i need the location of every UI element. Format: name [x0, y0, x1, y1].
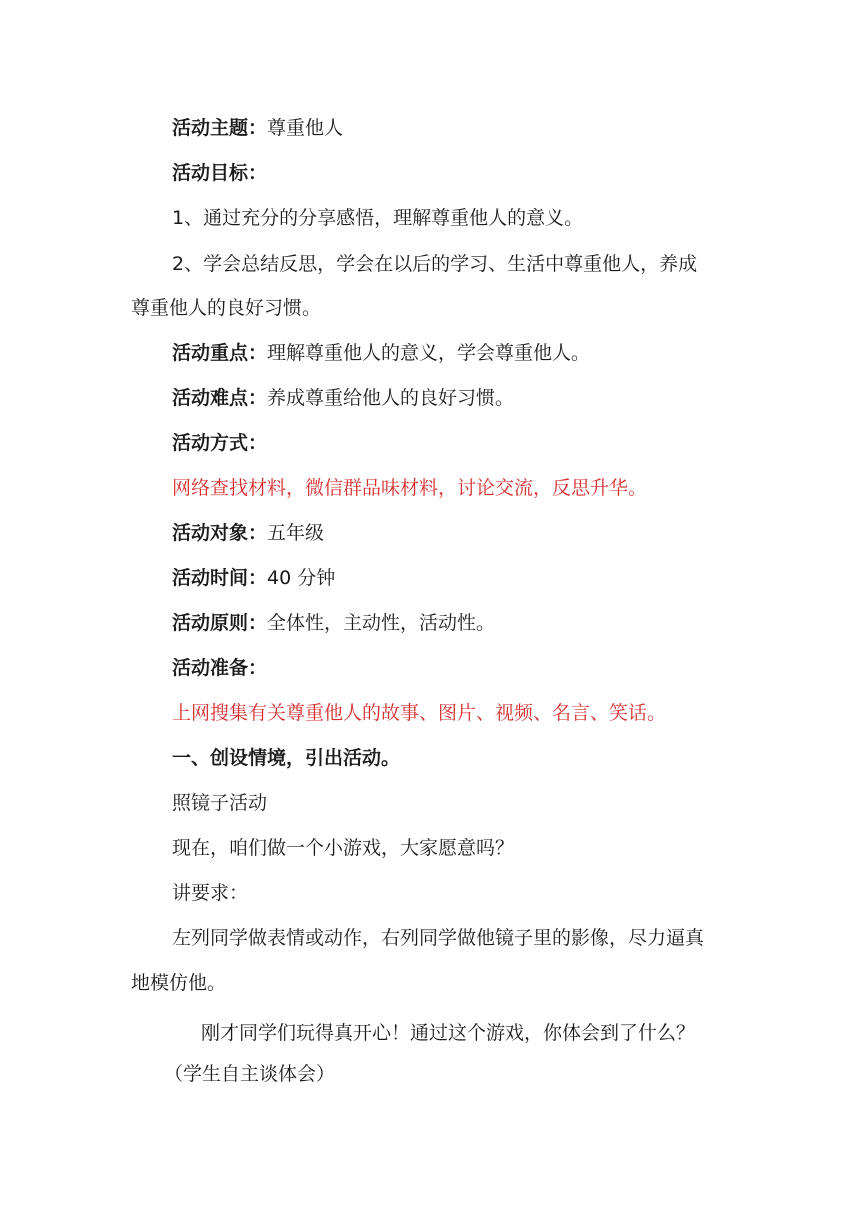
requirement-line-2: 地模仿他。 — [131, 972, 227, 994]
section-1-heading: 一、创设情境，引出活动。 — [172, 747, 401, 769]
prep-value: 上网搜集有关尊重他人的故事、图片、视频、名言、笑话。 — [172, 702, 667, 724]
prep-label: 活动准备： — [172, 657, 268, 679]
topic-label: 活动主题： — [172, 117, 268, 139]
reflection-question: 刚才同学们玩得真开心！通过这个游戏，你体会到了什么？ — [201, 1022, 696, 1044]
game-question: 现在，咱们做一个小游戏，大家愿意吗？ — [172, 837, 515, 859]
topic-value: 尊重他人 — [267, 117, 344, 139]
audience-label: 活动对象： — [172, 522, 268, 544]
method-value: 网络查找材料，微信群品味材料，讨论交流，反思升华。 — [172, 477, 648, 499]
difficulty-label: 活动难点： — [172, 387, 268, 409]
student-note: （学生自主谈体会） — [164, 1063, 336, 1085]
time-label: 活动时间： — [172, 567, 268, 589]
requirement-line-1: 左列同学做表情或动作，右列同学做他镜子里的影像，尽力逼真 — [172, 927, 705, 949]
goal-1: 1、通过充分的分享感悟，理解尊重他人的意义。 — [172, 207, 584, 229]
method-label: 活动方式： — [172, 432, 268, 454]
goal-2-line-1: 2、学会总结反思，学会在以后的学习、生活中尊重他人，养成 — [172, 253, 698, 275]
principle-label: 活动原则： — [172, 612, 268, 634]
principle-line — [172, 611, 495, 635]
key-point-label: 活动重点： — [172, 342, 268, 364]
difficulty-value: 养成尊重给他人的良好习惯。 — [267, 387, 515, 409]
topic-line — [172, 116, 343, 140]
audience-line — [172, 521, 324, 545]
key-point-line — [172, 341, 590, 365]
goals-label: 活动目标： — [172, 162, 268, 184]
difficulty-line — [172, 386, 514, 410]
principle-value: 全体性，主动性，活动性。 — [267, 612, 496, 634]
mirror-activity: 照镜子活动 — [172, 792, 268, 814]
requirement-label: 讲要求： — [172, 882, 249, 904]
audience-value: 五年级 — [267, 522, 325, 544]
time-value: 40 分钟 — [267, 567, 336, 589]
key-point-value: 理解尊重他人的意义，学会尊重他人。 — [267, 342, 591, 364]
goal-2-line-2: 尊重他人的良好习惯。 — [131, 297, 322, 319]
time-line — [172, 566, 335, 590]
